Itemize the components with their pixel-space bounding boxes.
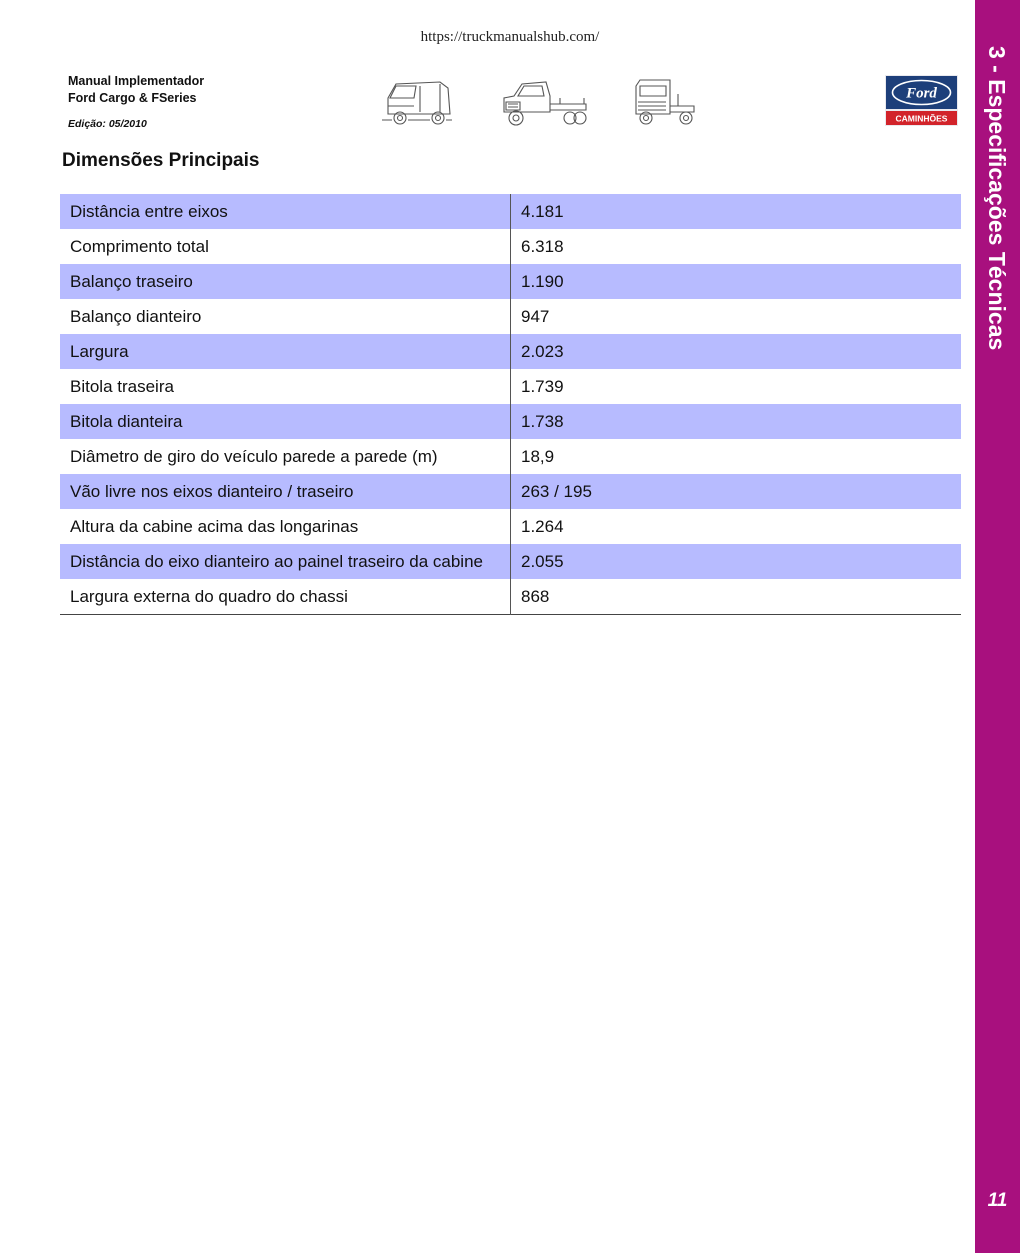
caminhoes-logo-text: CAMINHÕES: [895, 113, 948, 124]
row-value: 868: [521, 586, 550, 606]
row-value: 1.739: [521, 376, 564, 396]
row-label: Comprimento total: [60, 229, 511, 264]
section-title: Dimensões Principais: [62, 150, 260, 171]
dimensions-table: [60, 194, 961, 615]
table-row: [60, 299, 961, 334]
row-value: 1.190: [511, 264, 962, 299]
table-row: [60, 229, 961, 264]
table-row: [60, 439, 961, 474]
table-row: [60, 579, 961, 615]
table-row: [60, 334, 961, 369]
row-value: 947: [521, 306, 550, 326]
chapter-title: 3 - Especificações Técnicas: [984, 46, 1010, 351]
row-label: Largura externa do quadro do chassi: [60, 579, 511, 615]
row-label: Altura da cabine acima das longarinas: [60, 509, 511, 544]
row-value: 6.318: [521, 236, 564, 256]
row-value: 18,9: [521, 446, 555, 466]
table-row: [60, 404, 961, 439]
row-label: Balanço traseiro: [60, 264, 511, 299]
van-icon: [380, 74, 454, 130]
row-value: 2.023: [511, 334, 962, 369]
table-row: [60, 509, 961, 544]
row-value: 2.055: [511, 544, 962, 579]
row-value: 4.181: [511, 194, 962, 229]
source-url: https://truckmanualshub.com/: [420, 29, 600, 45]
table-row: [60, 369, 961, 404]
row-label: Vão livre nos eixos dianteiro / traseiro: [60, 474, 511, 509]
page-number: 11: [987, 1190, 1008, 1211]
row-label: Distância entre eixos: [60, 194, 511, 229]
row-value: 263 / 195: [511, 474, 962, 509]
table-row: [60, 194, 961, 229]
row-label: Balanço dianteiro: [60, 299, 511, 334]
row-label: Distância do eixo dianteiro ao painel traseiro da cabine: [60, 544, 511, 579]
row-value: 1.264: [521, 516, 564, 536]
manual-subtitle: Ford Cargo & FSeries: [68, 91, 197, 105]
table-row: [60, 264, 961, 299]
row-label: Bitola traseira: [60, 369, 511, 404]
manual-title: Manual Implementador: [68, 74, 205, 88]
ford-caminhoes-logo: [885, 75, 958, 126]
edition-label: Edição: 05/2010: [68, 118, 147, 130]
row-value: 1.738: [511, 404, 962, 439]
cargo-truck-icon: [632, 74, 698, 130]
pickup-truck-icon: [500, 74, 590, 130]
table-row: [60, 474, 961, 509]
row-label: Bitola dianteira: [60, 404, 511, 439]
table-row: [60, 544, 961, 579]
ford-logo-text: Ford: [906, 85, 937, 102]
row-label: Largura: [60, 334, 511, 369]
row-label: Diâmetro de giro do veículo parede a parede (m): [60, 439, 511, 474]
